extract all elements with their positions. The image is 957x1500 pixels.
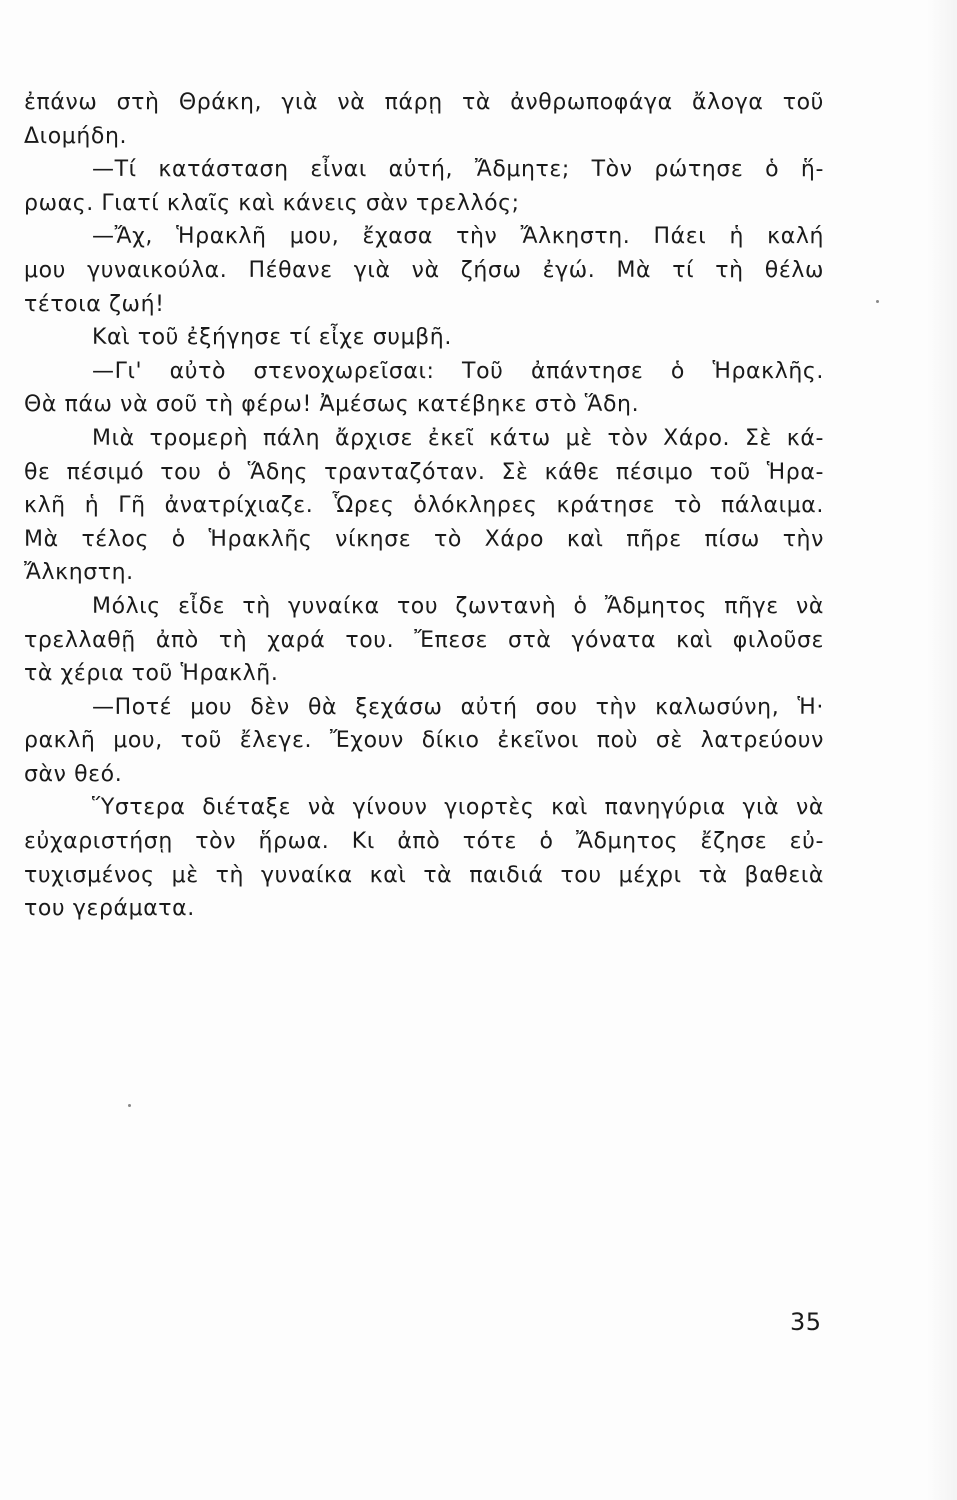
text-line: Καὶ τοῦ ἐξήγησε τί εἶχε συμβῆ.	[92, 325, 452, 351]
text-line: ρακλῆ μου, τοῦ ἔλεγε. Ἔχουν δίκιο ἐκεῖνοι ποὺ σὲ λατρεύουν	[24, 728, 824, 754]
text-line: Ἄλκηστη.	[24, 560, 134, 586]
text-line: εὐχαριστήσῃ τὸν ἥρωα. Κι ἀπὸ τότε ὁ Ἄδμητος ἔζησε εὐ-	[24, 829, 824, 855]
scan-edge-shadow	[927, 0, 957, 1500]
text-line: —Τί κατάσταση εἶναι αὐτή, Ἄδμητε; Τὸν ρώτησε ὁ ἥ-	[92, 157, 824, 183]
text-line: τρελλαθῇ ἀπὸ τὴ χαρά του. Ἔπεσε στὰ γόνατα καὶ φιλοῦσε	[24, 627, 824, 653]
text-line: τέτοια ζωή!	[24, 291, 165, 317]
text-line: ἐπάνω στὴ Θράκη, γιὰ νὰ πάρῃ τὰ ἀνθρωποφάγα ἄλογα τοῦ	[24, 90, 824, 115]
body-text	[24, 86, 824, 926]
scan-speck	[128, 1104, 131, 1107]
text-line: Μόλις εἶδε τὴ γυναίκα του ζωντανὴ ὁ Ἄδμητος πῆγε νὰ	[92, 593, 824, 619]
text-line: τὰ χέρια τοῦ Ἡρακλῆ.	[24, 661, 279, 687]
text-line: Μὰ τέλος ὁ Ἡρακλῆς νίκησε τὸ Χάρο καὶ πῆρε πίσω τὴν	[24, 526, 824, 552]
text-line: Ὕστερα διέταξε νὰ γίνουν γιορτὲς καὶ πανηγύρια γιὰ νὰ	[92, 795, 824, 821]
text-line: μου γυναικούλα. Πέθανε γιὰ νὰ ζήσω ἐγώ. Μὰ τί τὴ θέλω	[24, 257, 824, 283]
text-line: Μιὰ τρομερὴ πάλη ἄρχισε ἐκεῖ κάτω μὲ τὸν Χάρο. Σὲ κά-	[92, 425, 824, 451]
text-line: —Ἄχ, Ἡρακλῆ μου, ἔχασα τὴν Ἄλκηστη. Πάει ἡ καλή	[92, 224, 824, 250]
text-line: σὰν θεό.	[24, 761, 123, 787]
text-line: ρωας. Γιατί κλαῖς καὶ κάνεις σὰν τρελλός;	[24, 190, 520, 216]
text-line: του γεράματα.	[24, 896, 195, 922]
text-line: κλῆ ἡ Γῆ ἀνατρίχιαζε. Ὧρες ὁλόκληρες κράτησε τὸ πάλαιμα.	[24, 493, 824, 519]
text-line: —Ποτέ μου δὲν θὰ ξεχάσω αὐτή σου τὴν καλωσύνη, Ἡ·	[92, 694, 824, 720]
text-line: θε πέσιμό του ὁ Ἅδης τρανταζόταν. Σὲ κάθε πέσιμο τοῦ Ἡρα-	[24, 459, 824, 485]
page-number: 35	[790, 1308, 822, 1336]
text-line: —Γι' αὐτὸ στενοχωρεῖσαι: Τοῦ ἀπάντησε ὁ Ἡρακλῆς.	[92, 358, 824, 384]
text-line: τυχισμένος μὲ τὴ γυναίκα καὶ τὰ παιδιά του μέχρι τὰ βαθειὰ	[24, 862, 824, 888]
scan-speck	[876, 300, 879, 303]
text-line: Διομήδη.	[24, 123, 128, 149]
text-line: Θὰ πάω νὰ σοῦ τὴ φέρω! Ἀμέσως κατέβηκε στὸ Ἅδη.	[24, 392, 640, 418]
